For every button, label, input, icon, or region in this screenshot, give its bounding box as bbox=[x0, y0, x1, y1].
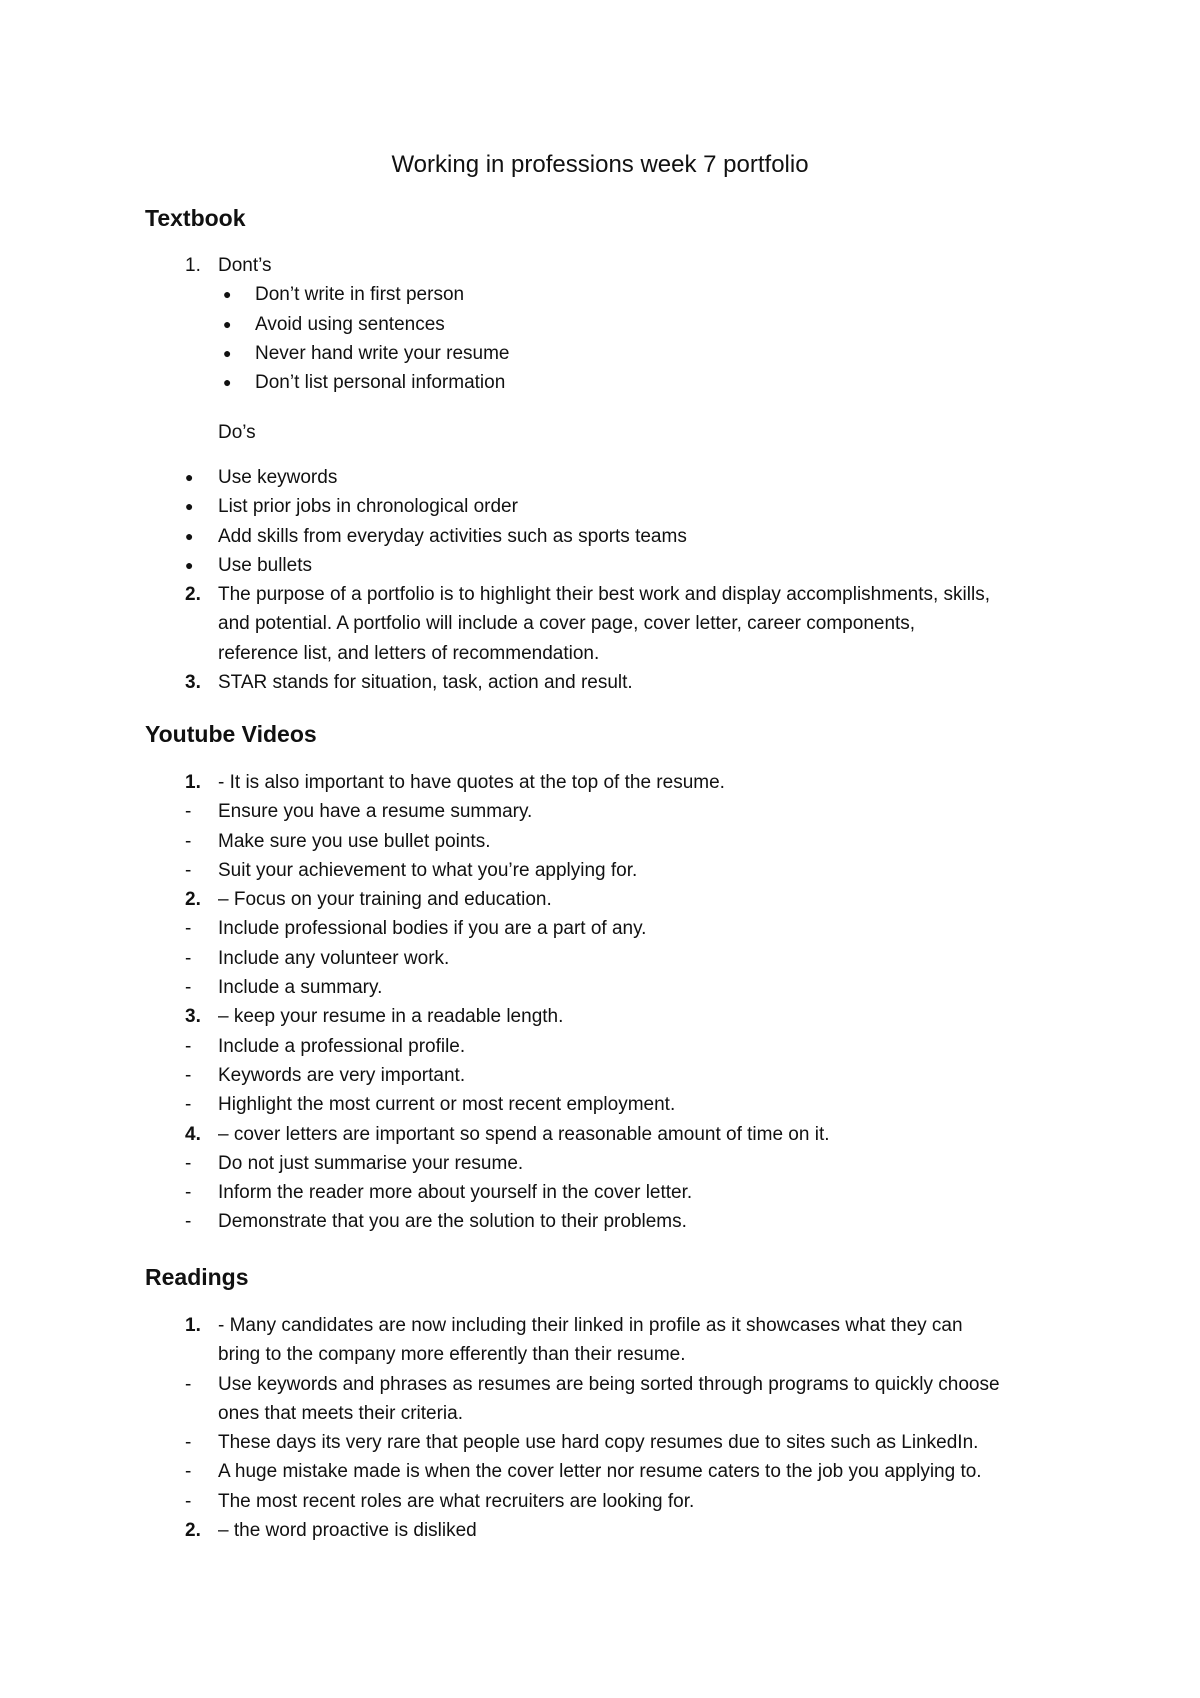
dash-marker: - bbox=[185, 1373, 192, 1395]
do-item: Use keywords bbox=[218, 467, 338, 488]
dash-marker: - bbox=[185, 1094, 192, 1116]
list-item-text: – the word proactive is disliked bbox=[218, 1520, 477, 1542]
list-item bbox=[145, 914, 1065, 943]
dash-marker: - bbox=[185, 1432, 192, 1454]
donts-label: Dont’s bbox=[218, 255, 272, 276]
list-item-text: – Focus on your training and education. bbox=[218, 889, 552, 911]
list-item-continued bbox=[145, 639, 1065, 668]
list-item-text: A huge mistake made is when the cover letter nor resume caters to the job you applying to. bbox=[218, 1461, 982, 1483]
list-item bbox=[145, 668, 1065, 697]
list-item bbox=[145, 768, 1065, 797]
do-item: Use bullets bbox=[218, 554, 312, 576]
dash-marker: - bbox=[185, 947, 192, 969]
dash-marker: - bbox=[185, 1211, 192, 1233]
bullet-icon: ● bbox=[185, 527, 194, 544]
dont-item: Don’t write in first person bbox=[255, 284, 465, 306]
dont-item: Never hand write your resume bbox=[255, 342, 510, 364]
bullet-icon: ● bbox=[223, 344, 232, 361]
list-item-text: Demonstrate that you are the solution to their problems. bbox=[218, 1211, 687, 1233]
list-item bbox=[145, 1516, 1065, 1545]
list-item-text: ones that meets their criteria. bbox=[218, 1402, 463, 1424]
list-item bbox=[145, 251, 1065, 280]
list-item-text: Include a summary. bbox=[218, 977, 383, 999]
list-item-text: – cover letters are important so spend a reasonable amount of time on it. bbox=[218, 1123, 830, 1145]
list-item bbox=[145, 1120, 1065, 1149]
list-item bbox=[145, 1311, 1065, 1340]
list-item-text: - It is also important to have quotes at the top of the resume. bbox=[218, 772, 725, 793]
list-number: 2. bbox=[185, 584, 201, 606]
heading-readings: Readings bbox=[145, 1264, 249, 1290]
paragraph-line: The purpose of a portfolio is to highlight their best work and display accomplishments, skills, bbox=[218, 584, 990, 606]
bullet-icon: ● bbox=[185, 556, 194, 573]
list-item bbox=[145, 522, 1065, 551]
dos-section bbox=[145, 418, 1065, 447]
paragraph-line: and potential. A portfolio will include a cover page, cover letter, career components, bbox=[218, 613, 916, 635]
list-item-text: Keywords are very important. bbox=[218, 1064, 466, 1086]
list-item bbox=[145, 1207, 1065, 1236]
bullet-icon: ● bbox=[223, 315, 232, 332]
heading-youtube-videos: Youtube Videos bbox=[145, 721, 317, 747]
list-item bbox=[145, 310, 1065, 339]
list-item-text: - Many candidates are now including their linked in profile as it showcases what they can bbox=[218, 1315, 963, 1336]
list-item bbox=[145, 856, 1065, 885]
paragraph-line: STAR stands for situation, task, action and result. bbox=[218, 672, 633, 694]
list-item-text: bring to the company more efferently than their resume. bbox=[218, 1344, 686, 1366]
list-item bbox=[145, 973, 1065, 1002]
list-item bbox=[145, 1428, 1065, 1457]
do-item: List prior jobs in chronological order bbox=[218, 496, 518, 518]
list-item bbox=[145, 1002, 1065, 1031]
dash-marker: - bbox=[185, 1490, 192, 1512]
list-item bbox=[145, 1149, 1065, 1178]
list-item bbox=[145, 1487, 1065, 1516]
list-item bbox=[145, 280, 1065, 309]
list-number: 3. bbox=[185, 1006, 201, 1028]
list-item bbox=[145, 580, 1065, 609]
list-item bbox=[145, 1178, 1065, 1207]
list-number: 1. bbox=[185, 1315, 201, 1336]
heading-textbook: Textbook bbox=[145, 205, 246, 231]
list-item bbox=[145, 1032, 1065, 1061]
list-item-continued bbox=[145, 609, 1065, 638]
dos-list bbox=[145, 463, 1065, 697]
dash-marker: - bbox=[185, 1152, 192, 1174]
readings-list bbox=[145, 1311, 1065, 1545]
do-item: Add skills from everyday activities such as sports teams bbox=[218, 525, 687, 547]
dash-marker: - bbox=[185, 1182, 192, 1204]
list-item-text: Inform the reader more about yourself in the cover letter. bbox=[218, 1182, 693, 1204]
list-item-text: Highlight the most current or most recent employment. bbox=[218, 1094, 676, 1116]
bullet-icon: ● bbox=[223, 374, 232, 391]
list-item bbox=[145, 1370, 1065, 1399]
list-item-text: Include a professional profile. bbox=[218, 1035, 466, 1057]
dont-item: Avoid using sentences bbox=[255, 313, 445, 335]
dash-marker: - bbox=[185, 801, 192, 823]
dash-marker: - bbox=[185, 977, 192, 999]
list-item bbox=[145, 885, 1065, 914]
list-item bbox=[145, 463, 1065, 492]
bullet-icon: ● bbox=[185, 469, 194, 485]
list-item-text: Use keywords and phrases as resumes are being sorted through programs to quickly choose bbox=[218, 1373, 1000, 1395]
dos-label: Do’s bbox=[218, 422, 256, 443]
youtube-list bbox=[145, 768, 1065, 1237]
list-number: 1. bbox=[185, 772, 201, 793]
list-item bbox=[145, 1090, 1065, 1119]
textbook-section bbox=[145, 251, 1065, 397]
dash-marker: - bbox=[185, 1035, 192, 1057]
dash-marker: - bbox=[185, 918, 192, 940]
dont-item: Don’t list personal information bbox=[255, 372, 506, 394]
document-title: Working in professions week 7 portfolio bbox=[391, 151, 809, 178]
list-item bbox=[145, 339, 1065, 368]
list-number: 1. bbox=[185, 255, 201, 276]
list-number: 2. bbox=[185, 889, 201, 911]
paragraph-line: reference list, and letters of recommendation. bbox=[218, 642, 600, 664]
bullet-icon: ● bbox=[223, 286, 232, 303]
list-item bbox=[145, 1457, 1065, 1486]
list-item bbox=[145, 368, 1065, 397]
list-item-text: These days its very rare that people use hard copy resumes due to sites such as LinkedIn. bbox=[218, 1432, 979, 1454]
list-item-text: The most recent roles are what recruiters are looking for. bbox=[218, 1490, 695, 1512]
dos-label-row bbox=[145, 418, 1065, 447]
list-item-text: – keep your resume in a readable length. bbox=[218, 1006, 564, 1028]
list-item bbox=[145, 551, 1065, 580]
list-item bbox=[145, 1340, 1065, 1369]
dash-marker: - bbox=[185, 859, 192, 881]
list-item-text: Do not just summarise your resume. bbox=[218, 1152, 524, 1174]
dash-marker: - bbox=[185, 1064, 192, 1086]
list-item-text: Ensure you have a resume summary. bbox=[218, 801, 533, 823]
list-item-text: Include any volunteer work. bbox=[218, 947, 450, 969]
bullet-icon: ● bbox=[185, 498, 194, 515]
dash-marker: - bbox=[185, 1461, 192, 1483]
list-item bbox=[145, 1399, 1065, 1428]
list-number: 4. bbox=[185, 1123, 201, 1145]
list-item bbox=[145, 827, 1065, 856]
list-number: 3. bbox=[185, 672, 201, 694]
list-item bbox=[145, 1061, 1065, 1090]
dash-marker: - bbox=[185, 830, 192, 852]
list-item-text: Suit your achievement to what you’re applying for. bbox=[218, 859, 638, 881]
list-item-text: Make sure you use bullet points. bbox=[218, 830, 491, 852]
list-number: 2. bbox=[185, 1520, 201, 1542]
list-item-text: Include professional bodies if you are a part of any. bbox=[218, 918, 647, 940]
list-item bbox=[145, 492, 1065, 521]
list-item bbox=[145, 944, 1065, 973]
list-item bbox=[145, 797, 1065, 826]
